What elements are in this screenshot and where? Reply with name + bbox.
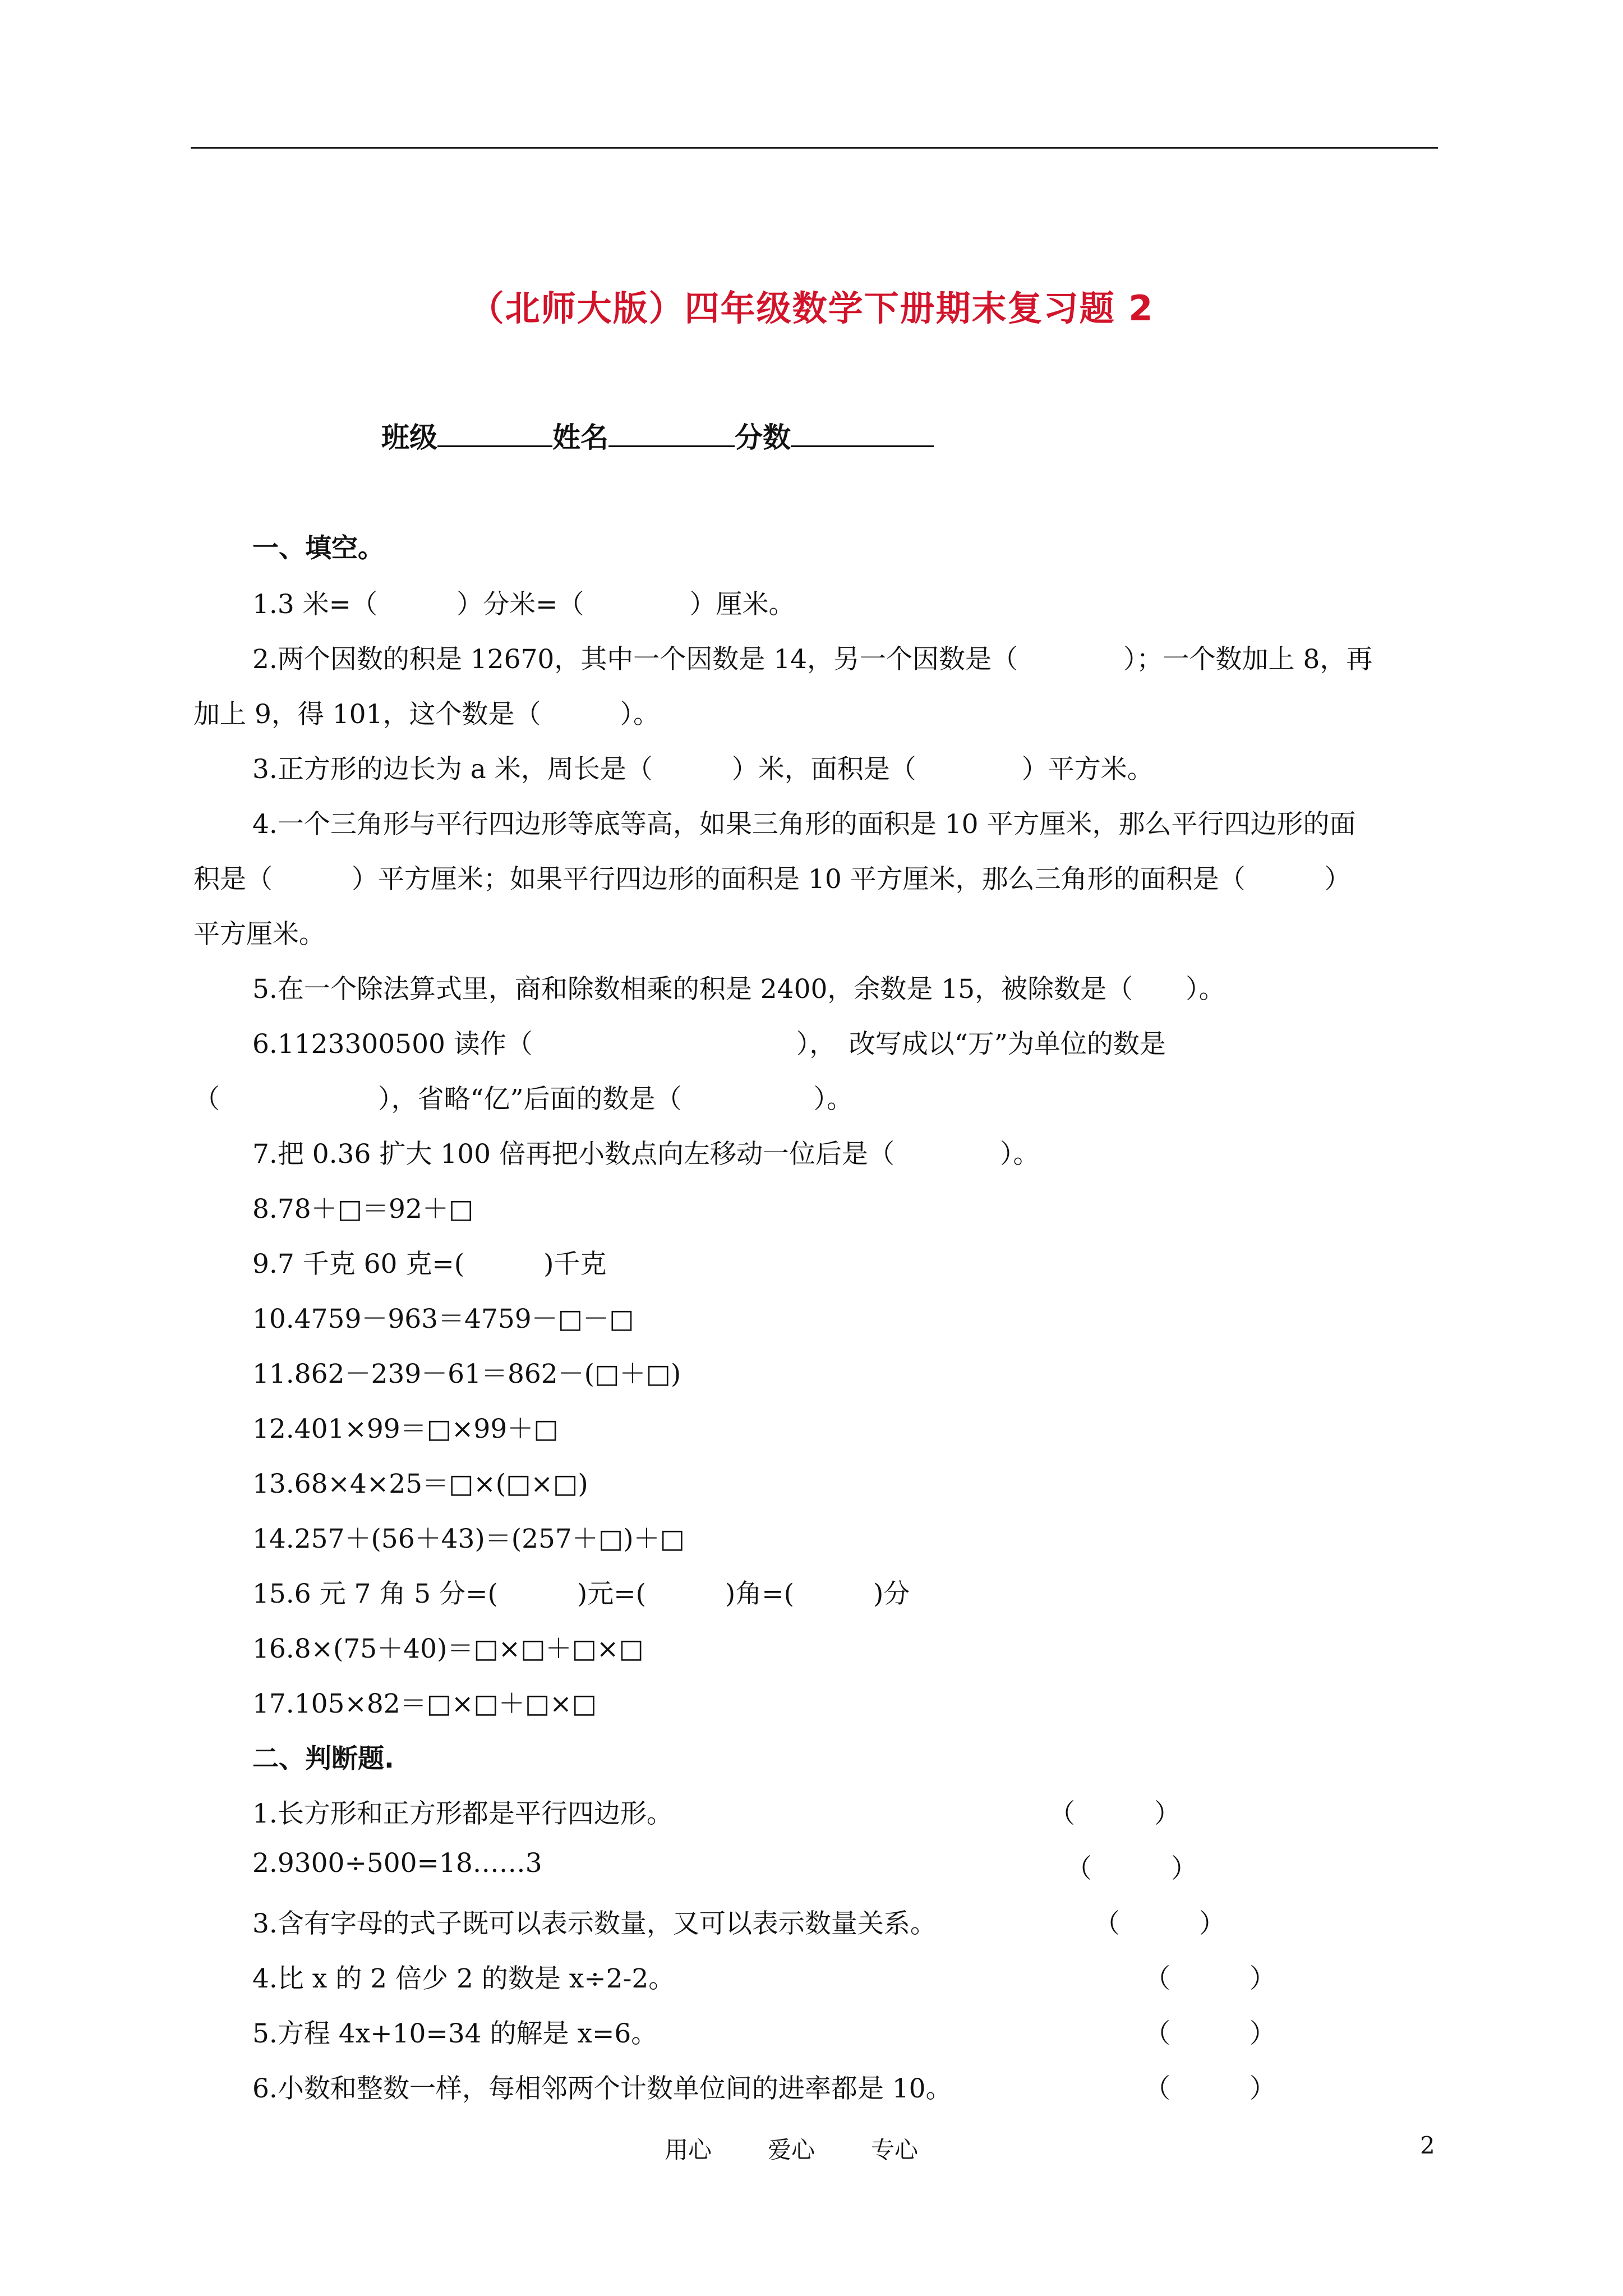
fill-line: 10.4759－963＝4759－□－□ <box>252 1304 634 1335</box>
score-blank <box>791 420 934 447</box>
name-blank <box>608 420 735 447</box>
page-number: 2 <box>1420 2132 1435 2159</box>
fill-line: 3.正方形的边长为 a 米，周长是（ ）米，面积是（ ）平方米。 <box>252 754 1154 785</box>
judge-item-paren: （ ） <box>1066 1853 1197 1884</box>
judge-item-text: 6.小数和整数一样，每相邻两个计数单位间的进率都是 10。 <box>252 2073 952 2104</box>
page-title: （北师大版）四年级数学下册期末复习题 2 <box>469 288 1154 329</box>
judge-item-text: 2.9300÷500=18……3 <box>252 1848 542 1879</box>
judge-item-paren: （ ） <box>1144 1963 1276 1994</box>
class-blank <box>437 420 552 447</box>
fill-line: 9.7 千克 60 克=( )千克 <box>252 1249 607 1280</box>
fill-line: 11.862－239－61＝862－(□＋□) <box>252 1359 681 1389</box>
judge-item-paren: （ ） <box>1094 1908 1225 1939</box>
judge-item-paren: （ ） <box>1144 2018 1276 2049</box>
fill-line: 17.105×82＝□×□＋□×□ <box>252 1688 597 1719</box>
judge-item-text: 4.比 x 的 2 倍少 2 的数是 x÷2-2。 <box>252 1963 675 1994</box>
header-rule <box>191 147 1438 149</box>
footer-item: 爱心 <box>768 2136 815 2164</box>
fill-line: 5.在一个除法算式里，商和除数相乘的积是 2400，余数是 15，被除数是（ ）。 <box>252 974 1225 1005</box>
name-label: 姓名 <box>552 421 608 454</box>
fill-line: 14.257＋(56＋43)＝(257＋□)＋□ <box>252 1524 685 1554</box>
section1-heading: 一、填空。 <box>252 533 384 564</box>
fill-line: 12.401×99＝□×99＋□ <box>252 1414 559 1444</box>
fill-line: 积是（ ）平方厘米；如果平行四边形的面积是 10 平方厘米，那么三角形的面积是（ ） <box>193 864 1351 895</box>
fill-line: 8.78＋□＝92＋□ <box>252 1194 474 1225</box>
score-label: 分数 <box>735 421 791 454</box>
fill-line: 15.6 元 7 角 5 分=( )元=( )角=( )分 <box>252 1579 910 1609</box>
judge-item-text: 1.长方形和正方形都是平行四边形。 <box>252 1798 673 1829</box>
judge-item-paren: （ ） <box>1049 1798 1181 1829</box>
fill-line: 6.1123300500 读作（ ）， 改写成以“万”为单位的数是 <box>252 1029 1166 1060</box>
footer-item: 专心 <box>871 2136 919 2164</box>
fill-line: 加上 9，得 101，这个数是（ ）。 <box>193 699 660 730</box>
footer-item: 用心 <box>665 2136 712 2164</box>
student-info-line <box>381 415 934 455</box>
footer-motto <box>665 2132 974 2165</box>
fill-line: 1.3 米=（ ）分米=（ ）厘米。 <box>252 589 795 620</box>
fill-line: 7.把 0.36 扩大 100 倍再把小数点向左移动一位后是（ ）。 <box>252 1139 1040 1170</box>
fill-line: 4.一个三角形与平行四边形等底等高，如果三角形的面积是 10 平方厘米，那么平行四边形的面 <box>252 809 1356 840</box>
fill-line: 16.8×(75＋40)＝□×□＋□×□ <box>252 1634 644 1664</box>
judge-item-text: 3.含有字母的式子既可以表示数量，又可以表示数量关系。 <box>252 1908 937 1939</box>
judge-item-paren: （ ） <box>1144 2073 1276 2104</box>
fill-line: 2.两个因数的积是 12670，其中一个因数是 14，另一个因数是（ ）；一个数加上 8，再 <box>252 644 1373 675</box>
fill-line: （ ），省略“亿”后面的数是（ ）。 <box>193 1084 854 1115</box>
fill-line: 13.68×4×25＝□×(□×□) <box>252 1469 588 1499</box>
section2-heading: 二、判断题. <box>252 1743 394 1774</box>
fill-line: 平方厘米。 <box>193 919 325 950</box>
judge-item-text: 5.方程 4x+10=34 的解是 x=6。 <box>252 2018 658 2049</box>
class-label: 班级 <box>381 421 437 454</box>
